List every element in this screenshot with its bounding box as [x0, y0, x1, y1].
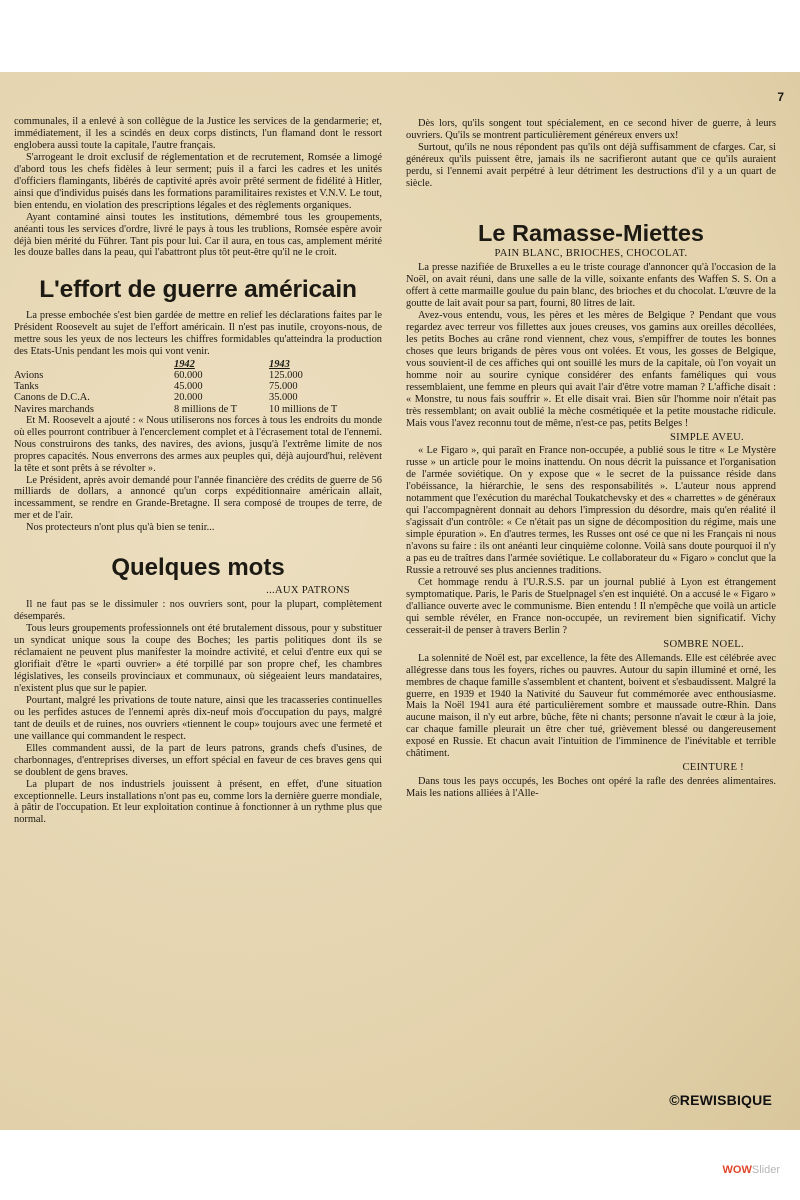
- paragraph: La plupart de nos industriels jouissent à présent, en effet, d'une situation exceptionnelle. Leurs installations n'ont pas eu, comme lors la dernière guerre mondiale, à pâtir de l'occupation. Et leur exploitation continue à fonctionner à un rythme plus que normal.: [14, 778, 382, 826]
- row-label: Canons de D.C.A.: [14, 392, 90, 404]
- row-label: Avions: [14, 369, 44, 381]
- paragraph: Dans tous les pays occupés, les Boches ont opéré la rafle des denrées alimentaires. Mais les nations alliées à l'Alle-: [406, 776, 776, 800]
- left-column: [14, 116, 382, 826]
- row-label: Tanks: [14, 381, 39, 393]
- slider-brand-rest: Slider: [751, 1164, 780, 1176]
- section-subhead: ...AUX PATRONS: [266, 585, 350, 597]
- paragraph: Pourtant, malgré les privations de toute nature, ainsi que les tracasseries continuelles ou les perfides astuces de l'ennemi après dix-neuf mois d'occupation du pays, malgré tant de deuils et de ruines, nos ouvriers «tiennent le coup» toujours avec une fermeté et une vaillance qui commandent le respect.: [14, 694, 382, 742]
- section-subhead: CEINTURE !: [682, 762, 744, 774]
- value-1943: 10 millions de T: [269, 403, 338, 415]
- section-subhead: SIMPLE AVEU.: [669, 431, 744, 443]
- slider-brand-logo: [723, 1164, 780, 1176]
- year-header: 1942: [174, 358, 195, 370]
- section-subhead: PAIN BLANC, BRIOCHES, CHOCOLAT.: [494, 248, 688, 260]
- value-1942: 8 millions de T: [174, 403, 238, 415]
- table-row: [14, 381, 382, 392]
- value-1942: 60.000: [174, 369, 203, 381]
- section-subhead: SOMBRE NOEL.: [663, 638, 744, 650]
- article-headline-quelques-mots: Quelques mots: [111, 554, 285, 582]
- table-row: [14, 392, 382, 403]
- value-1943: 75.000: [269, 381, 298, 393]
- table-header-row: [14, 359, 382, 370]
- paragraph: Cet hommage rendu à l'U.R.S.S. par un journal publié à Lyon est étrangement symptomatique. Paris, le Paris de Stuelpnagel s'en est inquiété. On a accusé le « Figaro » d'alliance ouverte avec le communisme. Bien entendu ! Il n'empêche que voilà un article qui semble révéler, en France non-occupée, un revirement bien significatif. Vichy cesserait-il de penser à travers Berlin ?: [406, 576, 776, 636]
- row-label: Navires marchands: [14, 403, 94, 415]
- paragraph: La solennité de Noël est, par excellence, la fête des Allemands. Elle est célébrée avec allégresse dans tous les foyers, riches ou pauvres. Autour du sapin illuminé et orné, les membres de chaque famille s'assemblent et chantent, boivent et s'esbaudissent. Malgré la guerre, en 1939 et 1940 la Nativité du Sauveur fut commémorée avec enthousiasme. Mais la Noël 1941 aura été particulièrement sombre et maussade outre-Rhin. Dans aucune maison, il n'y eut arbre, bûche, fête ni chants; personne n'avait le cœur à la joie, car chaque famille pleurait un être cher tué, grièvement blessé ou dangereusement exposé en Russie. Et chacun avait l'intuition de l'imminence de l'inévitable et terrible châtiment.: [406, 652, 776, 760]
- paragraph: Le Président, après avoir demandé pour l'année financière des crédits de guerre de 56 milliards de dollars, a annoncé qu'un corps expéditionnaire américain allait, incessamment, se rendre en Grande-Bretagne. Il sera composé de troupes de terre, de mer et de l'air.: [14, 474, 382, 522]
- paragraph: Ayant contaminé ainsi toutes les institutions, démembré tous les groupements, anéanti tous les services d'ordre, livré le pays à tous les trublions, Romsée espère avoir déjà bien mérité du Führer. Tant pis pour lui. Car il aura, en tous cas, amplement mérité les douze balles dans la peau, qui l'abattront plus tôt peut-être qu'il ne le croit.: [14, 211, 382, 259]
- article-headline-effort: L'effort de guerre américain: [39, 276, 357, 304]
- table-row: [14, 370, 382, 381]
- right-column: [406, 118, 776, 800]
- paragraph: communales, il a enlevé à son collègue de la Justice les services de la gendarmerie; et, immédiatement, il les a scindés en deux corps distincts, l'un flamand dont le ressort englobera aussi toute la capitale, l'autre français.: [14, 116, 382, 151]
- value-1942: 45.000: [174, 381, 203, 393]
- paragraph: La presse embochée s'est bien gardée de mettre en relief les déclarations faites par le Président Roosevelt au sujet de l'effort américain. Il n'est pas inutile, croyons-nous, de mettre sous les yeux de nos lecteurs les chiffres formidables qu'atteindra la production des Etats-Unis pendant les mois qui vont venir.: [14, 309, 382, 357]
- newspaper-page: [0, 72, 800, 1130]
- paragraph: Elles commandent aussi, de la part de leurs patrons, grands chefs d'usines, de charbonnages, d'entreprises diverses, un effort spécial en faveur de ces braves gens qui se doublent de gens braves.: [14, 742, 382, 778]
- paragraph: Avez-vous entendu, vous, les pères et les mères de Belgique ? Pendant que vous regardez avec terreur vos fillettes aux joues creuses, vos gamins aux oreilles décollées, les petits Boches au crâne rond viennent, chez vous, s'empiffrer de toutes les bonnes choses que leurs brigands de pères vous ont volées. Et vous, les gosses de Belgique, vous souvient-il de ces affiches qui ont souillé les murs de la capitale, où l'on voyait un homme noir au sourire cynique considérer des enfants faméliques qui vous ressemblaient, une femme en pleurs qui avait l'air d'être votre maman ? L'affiche disait : « Monstre, tu nous fais souffrir ». Et elle disait vrai. Bien sûr l'homme noir n'était pas très ressemblant; on avait oublié la mèche cosmétiquée et la petite moustache ridicule. Mais vous l'avez reconnu tout de même, n'est-ce pas, petits Belges !: [406, 309, 776, 429]
- paragraph: Surtout, qu'ils ne nous répondent pas qu'ils ont déjà suffisamment de cfarges. Car, si généreux qu'ils puissent être, jamais ils ne sacrifieront autant que ce qu'ils auraient perdu, si l'ennemi avait perpétré à leur détriment les destructions d'il y a un quart de siècle.: [406, 141, 776, 189]
- table-row: [14, 404, 382, 415]
- paragraph: Il ne faut pas se le dissimuler : nos ouvriers sont, pour la plupart, complètement désemparés.: [14, 599, 382, 623]
- production-table: [14, 359, 382, 415]
- paragraph: Dès lors, qu'ils songent tout spécialement, en ce second hiver de guerre, à leurs ouvriers. Qu'ils se montrent particulièrement généreux envers ux!: [406, 118, 776, 141]
- copyright-watermark: ©REWISBIQUE: [669, 1092, 772, 1108]
- paragraph: Et M. Roosevelt a ajouté : « Nous utiliserons nos forces à tous les endroits du monde où elles pourront contribuer à l'encerclement complet et à l'écrasement total de l'ennemi. Nous construirons des tanks, des navires, des avions, jusqu'à l'extrême limite de nos propres capacités. Nous enverrons des armes aux peuples qui, déjà aujourd'hui, relèvent la tête et sont prêts à se révolter ».: [14, 414, 382, 474]
- paragraph: Tous leurs groupements professionnels ont été brutalement dissous, pour y substituer un syndicat unique sous la coupe des Boches; les partis politiques dont ils se réclamaient ne peuvent plus manifester la moindre activité, et celui d'entre eux qui se glorifiait d'être le «parti ouvrier» a été torpillé par son propre chef, les chambres législatives, les conseils provinciaux et communaux, où siégeaient leurs mandataires, n'existent plus que sur le papier.: [14, 623, 382, 694]
- year-header: 1943: [269, 358, 290, 370]
- paragraph: S'arrogeant le droit exclusif de réglementation et de recrutement, Romsée a limogé d'abord tous les chefs fidèles à leur serment; puis il a farci les cadres et les unités d'officiers flamingants, libérés de captivité après avoir prêté serment de fidélité à Hitler, ainsi que d'individus puisés dans les formations paramilitaires rexistes et V.N.V. Le tout, bien entendu, en violation des prescriptions légales et des règlements organiques.: [14, 151, 382, 211]
- page-number: 7: [777, 90, 784, 104]
- slider-brand-accent: WOW: [722, 1164, 752, 1176]
- paragraph: Nos protecteurs n'ont plus qu'à bien se tenir...: [26, 522, 215, 534]
- article-headline-ramasse-miettes: Le Ramasse-Miettes: [478, 219, 704, 246]
- paragraph: « Le Figaro », qui paraît en France non-occupée, a publié sous le titre « Le Mystère russe » un article pour le moins inattendu. On nous décrit la puissance et l'organisation de l'armée soviétique. On y expose que « le secret de la puissance réside dans l'obéissance, la hiérarchie, le sens des responsabilités ». L'auteur nous apprend notamment que l'exécution du maréchal Toukatchevsky et des « charrettes » de généraux qui l'accompagnèrent donnait au dehors l'impression du désordre, mais qu'en réalité il s'agissait d'un contrôle: « Ce n'était pas un signe de décomposition du régime, mais une simple épuration ». En d'autres termes, les Russes ont osé ce que ni les Français ni nous n'avons su faire : ils ont anéanti leur cinquième colonne. Voilà sans doute pourquoi il n'y a pas eu de traîtres dans l'armée soviétique. Le collaborateur du « Figaro » conclut que la Russie a retrouvé ses plus anciennes traditions.: [406, 445, 776, 576]
- paragraph: La presse nazifiée de Bruxelles a eu le triste courage d'annoncer qu'à l'occasion de la Noël, on avait réuni, dans une salle de la ville, soixante enfants des Waffen S. S. On a offert à cette marmaille goulue du pain blanc, des brioches et du chocolat. L'œuvre de la goutte de lait avait pour sa part, fourni, 80 litres de lait.: [406, 262, 776, 310]
- value-1943: 125.000: [269, 369, 303, 381]
- value-1943: 35.000: [269, 392, 298, 404]
- value-1942: 20.000: [174, 392, 203, 404]
